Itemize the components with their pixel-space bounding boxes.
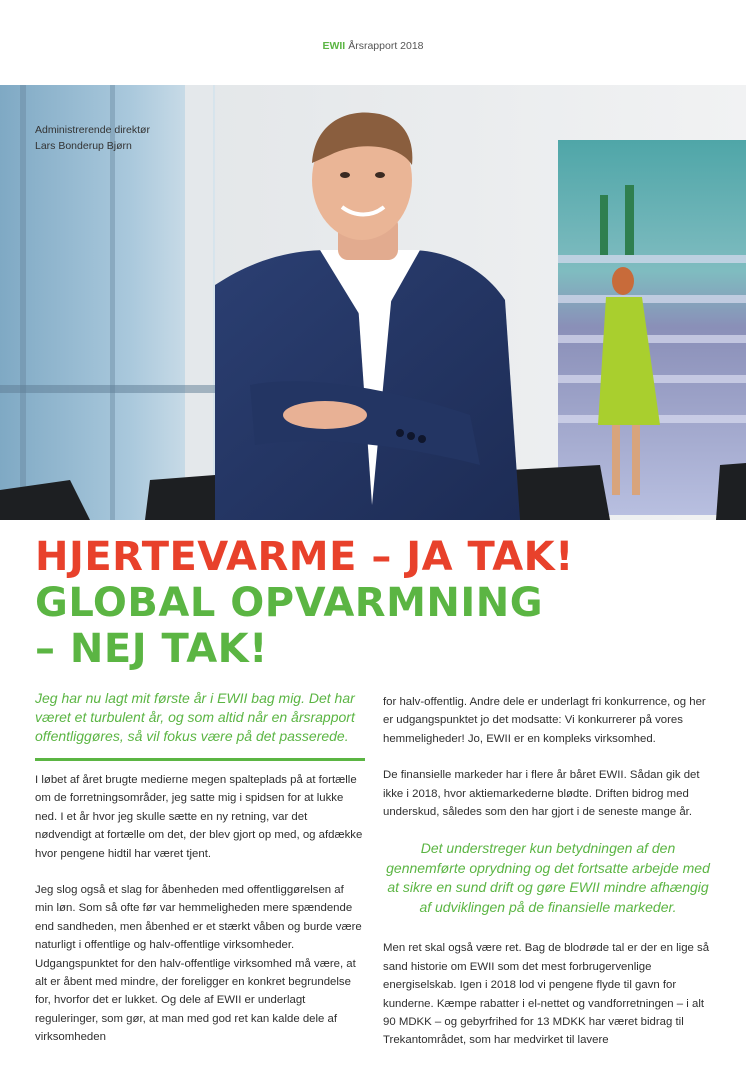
pull-quote: Det understreger kun betydningen af den gennemførte oprydning og det fortsatte arbejde med at sikre en sund drift og gøre EWII mindre afhængig af udviklingen på de finansielle markeder. <box>386 840 710 915</box>
headline-line-2: GLOBAL OPVARMNING <box>35 580 544 626</box>
body-paragraph: I løbet af året brugte medierne megen spalteplads på at fortælle om de forretningsområder, jeg satte mig i spidsen for at lukke ned. I et år hvor jeg skulle sætte en ny retning, var det nødvendigt at fortælle om det, der blev gjort op med, og afdække hvor pengene hidtil har været tjent. <box>35 774 363 860</box>
article-headline <box>35 534 725 672</box>
caption-role: Administrerende direktør <box>35 124 150 136</box>
body-paragraph: Jeg slog også et slag for åbenheden med offentliggørelsen af min løn. Som så ofte før var hemmeligheden mere spændende end sandheden, men åbenhed er et stærkt våben og burde være naturligt i offentlige og halv-offentlige virksomheder. Udgangspunktet for den halv-offentlige virksomhed må være, at alt er åbent med mindre, der foreligger en konkret begrundelse for, hvorfor det er lukket. Og dele af EWII er underlagt reguleringer, som gør, at man med god ret kan kalde dele af virksomheden <box>35 884 362 1044</box>
photo-caption <box>35 122 150 154</box>
brand-name: EWII <box>322 40 346 52</box>
caption-name: Lars Bonderup Bjørn <box>35 140 132 152</box>
lead-paragraph: Jeg har nu lagt mit første år i EWII bag mig. Det har været et turbulent år, og som altid når en årsrapport offentliggøres, så vil fokus være på det passerede. <box>35 689 365 761</box>
headline-line-1: HJERTEVARME – JA TAK! <box>35 534 574 580</box>
text-column-left <box>35 689 365 1065</box>
report-title: Årsrapport 2018 <box>348 40 424 52</box>
body-paragraph: for halv-offentlig. Andre dele er underlagt fri konkurrence, og her er udgangspunktet jo det modsatte: Vi konkurrerer på vores hemmeligheder! Jo, EWII er en kompleks virksomhed. <box>383 696 706 745</box>
headline-line-3: – NEJ TAK! <box>35 626 268 672</box>
text-column-right <box>383 693 713 1068</box>
body-paragraph: De finansielle markeder har i flere år båret EWII. Sådan gik det ikke i 2018, hvor aktiemarkederne blødte. Driften bidrog med underskud, således som den har gjort i de seneste mange år. <box>383 769 700 819</box>
body-paragraph: Men ret skal også være ret. Bag de blodrøde tal er der en lige så sand historie om EWII som det mest forbrugervenlige energiselskab. Igen i 2018 lod vi pengene flyde til gavn for kunderne. Kæmpe rabatter i el-nettet og vandforretningen – i alt 90 MDKK – og gebyrfrihed for 13 MDKK har været bidrag til Trekantområdet, som har medvirket til lavere <box>383 942 710 1047</box>
page-header <box>0 40 746 52</box>
